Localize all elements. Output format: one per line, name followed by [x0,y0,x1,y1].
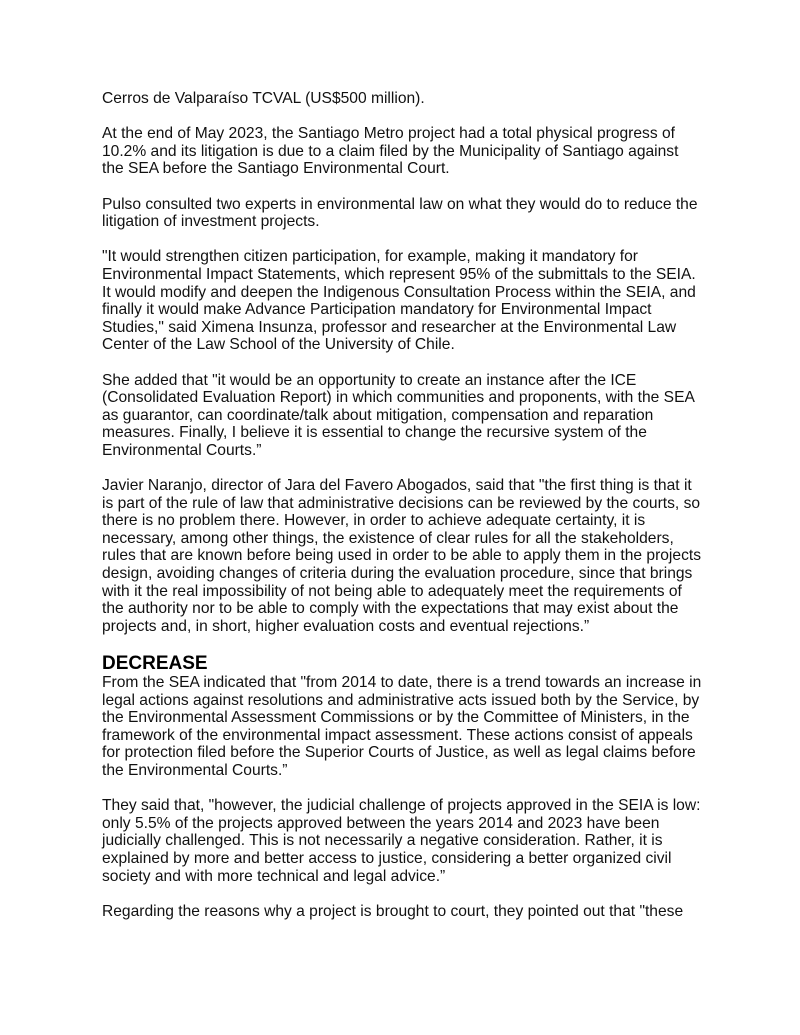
paragraph-santiago-metro: At the end of May 2023, the Santiago Metro project had a total physical progress of 10.2% and its litigation is due to a claim filed by the Municipality of Santiago against the SEA before the Santiago Environmental Court. [102,125,679,178]
paragraph-naranjo-quote: Javier Naranjo, director of Jara del Favero Abogados, said that "the first thing is that it is part of the rule of law that administrative decisions can be reviewed by the courts, so there is no problem there. However, in order to achieve adequate certainty, it is necessary, among other things, the existence of clear rules for all the stakeholders, rules that are known before being used in order to be able to apply them in the projects design, avoiding changes of criteria during the evaluation procedure, since that brings with it the real impossibility of not being able to adequately meet the requirements of the authority nor to be able to comply with the expectations that may exist about the projects and, in short, higher evaluation costs and eventual rejections.” [102,477,701,635]
paragraph-sea-trend: From the SEA indicated that "from 2014 to date, there is a trend towards an increase in legal actions against resolutions and administrative acts issued both by the Service, by the Environmental Assessment Commissions or by the Committee of Ministers, in the framework of the environmental impact assessment. These actions consist of appeals for protection filed before the Superior Courts of Justice, as well as legal claims before the Environmental Courts.” [102,674,702,779]
paragraph-insunza-quote: "It would strengthen citizen participation, for example, making it mandatory for Environmental Impact Statements, which represent 95% of the submittals to the SEIA. It would modify and deepen the Indigenous Consultation Process within the SEIA, and finally it would make Advance Participation mandatory for Environmental Impact Studies," said Ximena Insunza, professor and researcher at the Environmental Law Center of the Law School of the University of Chile. [102,248,696,354]
paragraph-judicial-challenge: They said that, "however, the judicial challenge of projects approved in the SEIA is low: only 5.5% of the projects approved between the years 2014 and 2023 have been judicially challenged. This is not necessarily a negative consideration. Rather, it is explained by more and better access to justice, considering a better organized civil society and with more technical and legal advice.” [102,797,701,885]
paragraph-pulso-experts: Pulso consulted two experts in environmental law on what they would do to reduce the litigation of investment projects. [102,195,698,231]
section-heading-decrease: DECREASE [102,653,208,674]
paragraph-reasons: Regarding the reasons why a project is brought to court, they pointed out that "these [102,902,684,920]
paragraph-ice-quote: She added that "it would be an opportunity to create an instance after the ICE (Consolidated Evaluation Report) in which communities and proponents, with the SEA as guarantor, can coordinate/talk about mitigation, compensation and reparation measures. Finally, I believe it is essential to change the recursive system of the Environmental Courts.” [102,371,695,459]
document-page [102,90,702,938]
paragraph-tcval: Cerros de Valparaíso TCVAL (US$500 million). [102,90,425,107]
